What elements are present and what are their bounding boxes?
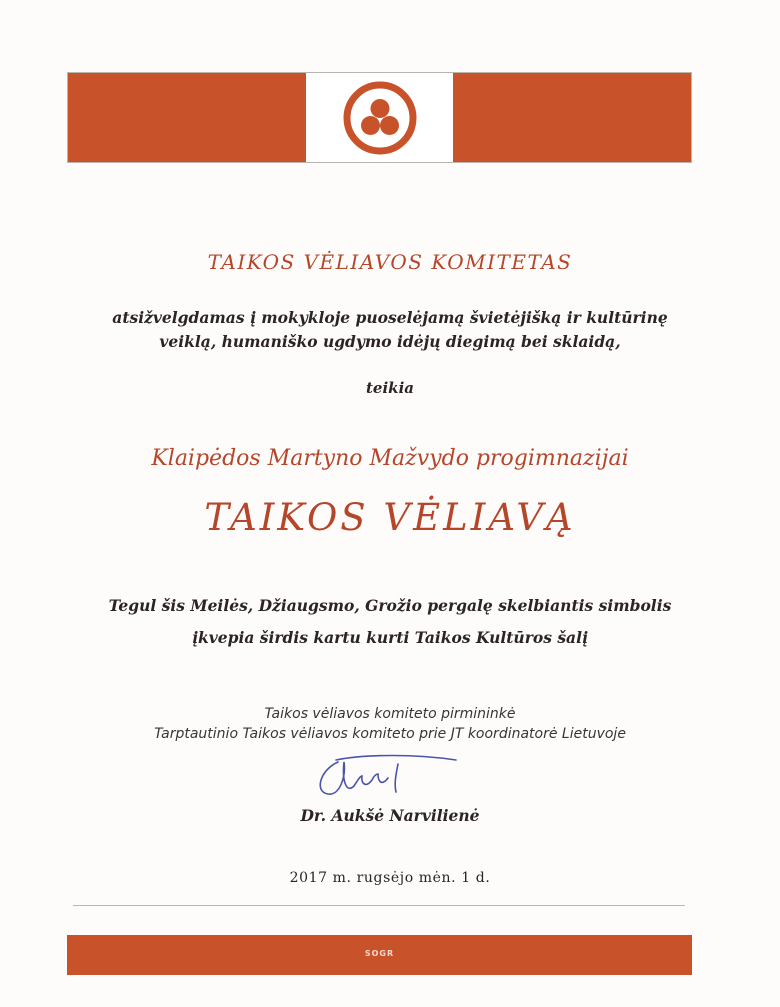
handwritten-signature xyxy=(306,750,466,806)
intro-paragraph xyxy=(0,306,780,354)
pax-cultura-banner-of-peace-icon xyxy=(341,79,419,157)
blessing-line: Tegul šis Meilės, Džiaugsmo, Grožio pergalę skelbiantis simbolis xyxy=(108,596,672,615)
printer-logo: SOGR xyxy=(364,949,395,958)
signer-role-line: Tarptautinio Taikos vėliavos komiteto prie JT koordinatorė Lietuvoje xyxy=(154,726,626,742)
award-title: TAIKOS VĖLIAVĄ xyxy=(204,496,576,539)
signer-role-line: Taikos vėliavos komiteto pirmininkė xyxy=(264,706,516,722)
committee-title: TAIKOS VĖLIAVOS KOMITETAS xyxy=(207,250,573,274)
intro-line: atsižvelgdamas į mokykloje puoselėjamą švietėjišką ir kultūrinę xyxy=(112,308,668,327)
signer-name: Dr. Aukšė Narvilienė xyxy=(300,806,480,825)
issue-date: 2017 m. rugsėjo mėn. 1 d. xyxy=(289,870,491,886)
flag-center xyxy=(306,73,453,162)
recipient-name: Klaipėdos Martyno Mažvydo progimnazijai xyxy=(151,446,629,471)
flag-left-band xyxy=(68,73,306,162)
footer-band xyxy=(67,935,692,975)
grants-word: teikia xyxy=(366,379,414,397)
blessing-paragraph xyxy=(0,590,780,654)
signer-role xyxy=(0,704,780,744)
banner-of-peace-flag xyxy=(67,72,692,163)
flag-right-band xyxy=(453,73,691,162)
footer-divider xyxy=(73,905,685,906)
blessing-line: įkvepia širdis kartu kurti Taikos Kultūros šalį xyxy=(192,628,588,647)
intro-line: veiklą, humaniško ugdymo idėjų diegimą bei sklaidą, xyxy=(159,332,621,351)
